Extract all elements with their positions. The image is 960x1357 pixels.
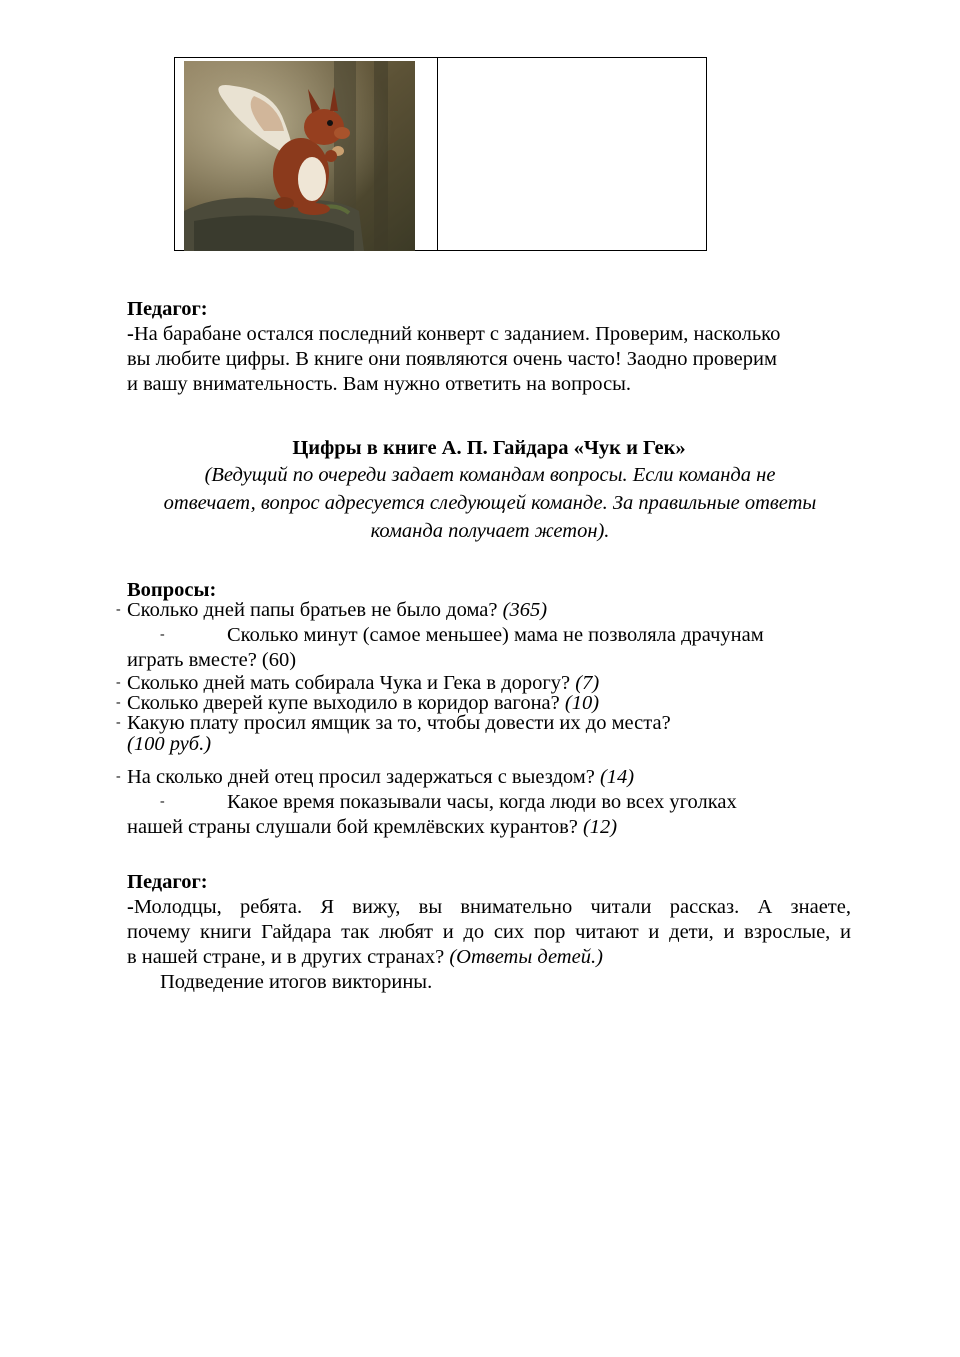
paragraph-line: Подведение итогов викторины. — [160, 971, 433, 993]
question-answer: (365) — [502, 599, 548, 621]
question-item: Какую плату просил ямщик за то, чтобы довести их до места? — [127, 712, 671, 734]
bullet-dash: - — [160, 627, 165, 642]
dash: - — [127, 896, 134, 918]
bullet-dash: - — [160, 794, 165, 809]
paragraph-line: почему книги Гайдара так любят и до сих пор читают и дети, и взрослые, и — [127, 921, 851, 943]
question-text: нашей страны слушали бой кремлёвских курантов? — [127, 816, 583, 838]
paragraph-intro — [127, 322, 851, 397]
bullet-dash: - — [116, 769, 121, 784]
questions-heading: Вопросы: — [127, 579, 217, 601]
question-item — [127, 692, 599, 714]
note-line: отвечает, вопрос адресуется следующей команде. За правильные ответы — [163, 492, 817, 514]
question-text: На сколько дней отец просил задержаться с выездом? — [127, 766, 600, 788]
question-answer: (100 руб.) — [127, 733, 212, 755]
answer-note: (Ответы детей.) — [449, 946, 603, 968]
speaker-label: Педагог: — [127, 871, 208, 893]
question-answer: (7) — [575, 672, 600, 694]
question-item — [127, 766, 634, 788]
bullet-dash: - — [116, 715, 121, 730]
paragraph-line: Молодцы, ребята. Я вижу, вы внимательно читали рассказ. А знаете, — [133, 896, 851, 918]
image-table — [174, 57, 707, 251]
question-item — [127, 672, 599, 694]
question-item: Сколько минут (самое меньшее) мама не позволяла драчунам — [227, 624, 764, 646]
bullet-dash: - — [116, 602, 121, 617]
paragraph-line: вы любите цифры. В книге они появляются очень часто! Заодно проверим — [127, 348, 777, 370]
note-line: команда получает жетон). — [370, 520, 610, 542]
paragraph-line: На барабане остался последний конверт с заданием. Проверим, насколько — [133, 323, 781, 345]
quiz-title: Цифры в книге А. П. Гайдара «Чук и Гек» — [292, 437, 686, 459]
note-line: (Ведущий по очереди задает командам вопросы. Если команда не — [204, 464, 776, 486]
bullet-dash: - — [116, 675, 121, 690]
question-item — [127, 599, 547, 621]
question-item-continuation — [127, 816, 617, 838]
paragraph-closing — [127, 895, 851, 995]
paragraph-line: и вашу внимательность. Вам нужно ответить на вопросы. — [127, 373, 632, 395]
question-text: Сколько дверей купе выходило в коридор вагона? — [127, 692, 565, 714]
question-item: Какое время показывали часы, когда люди во всех уголках — [227, 791, 737, 813]
question-text: Сколько дней мать собирала Чука и Гека в дорогу? — [127, 672, 576, 694]
image-cell — [175, 58, 438, 250]
speaker-label: Педагог: — [127, 298, 208, 320]
bullet-dash: - — [116, 695, 121, 710]
paragraph-line: в нашей стране, и в других странах? — [127, 946, 450, 968]
quiz-note — [110, 461, 870, 545]
question-answer: (14) — [599, 766, 635, 788]
empty-cell — [438, 58, 706, 250]
question-answer: (10) — [564, 692, 600, 714]
question-item-continuation: играть вместе? (60) — [127, 649, 297, 671]
question-answer: (12) — [582, 816, 618, 838]
dash: - — [127, 323, 134, 345]
squirrel-photo — [184, 61, 415, 251]
question-text: Сколько дней папы братьев не было дома? — [127, 599, 503, 621]
